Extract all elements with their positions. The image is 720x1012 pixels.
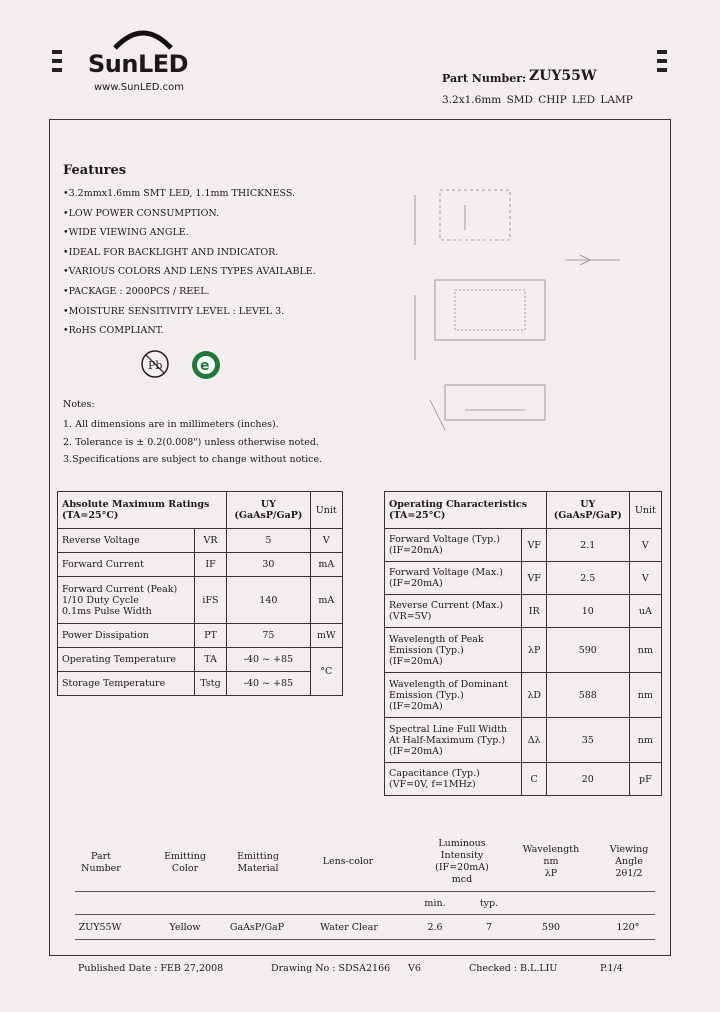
- symbol-cell: IF: [194, 553, 226, 577]
- sel-rule-1: [75, 891, 655, 892]
- feature-item: •VARIOUS COLORS AND LENS TYPES AVAILABLE.: [63, 266, 316, 278]
- note-item: 1. All dimensions are in millimeters (inches).: [63, 419, 279, 430]
- pb-free-icon: [139, 348, 171, 380]
- param-cell: Wavelength of Dominant Emission (Typ.) (IF=20mA): [385, 673, 522, 718]
- table-row: [385, 628, 662, 673]
- value-cell: 2.1: [546, 529, 629, 562]
- unit-cell: V: [629, 529, 661, 562]
- symbol-cell: TA: [194, 648, 226, 672]
- value-cell: 35: [546, 718, 629, 763]
- feature-item: •RoHS COMPLIANT.: [63, 325, 164, 337]
- table-row: [385, 562, 662, 595]
- features-list: [63, 184, 316, 341]
- param-cell: Operating Temperature: [58, 648, 195, 672]
- feature-item: •IDEAL FOR BACKLIGHT AND INDICATOR.: [63, 246, 279, 258]
- sel-h-viewing: Viewing Angle 2θ1/2: [609, 844, 649, 879]
- published-date: Published Date : FEB 27,2008: [78, 963, 224, 974]
- value-cell: 75: [227, 624, 310, 648]
- sel-part: ZUY55W: [78, 922, 122, 933]
- rohs-e-icon: [188, 348, 224, 382]
- symbol-cell: Δλ: [522, 718, 546, 763]
- table-row: [385, 595, 662, 628]
- features-title: Features: [63, 163, 127, 178]
- sel-min: min.: [424, 898, 446, 909]
- note-item: 2. Tolerance is ± 0.2(0.008") unless otherwise noted.: [63, 436, 319, 448]
- table-row: [385, 529, 662, 562]
- table-row: [58, 672, 343, 696]
- unit-cell: mW: [310, 624, 342, 648]
- sel-wave-val: 590: [541, 922, 561, 933]
- value-cell: -40 ~ +85: [227, 672, 310, 696]
- checked-by: Checked : B.L.LIU: [469, 963, 558, 974]
- sel-h-lens: Lens-color: [322, 856, 374, 867]
- part-description: 3.2x1.6mm SMD CHIP LED LAMP: [442, 94, 633, 106]
- left-bars: [52, 50, 62, 77]
- unit-cell: mA: [310, 553, 342, 577]
- symbol-cell: VR: [194, 529, 226, 553]
- param-cell: Wavelength of Peak Emission (Typ.) (IF=20mA): [385, 628, 522, 673]
- sel-typ-val: 7: [485, 922, 493, 933]
- unit-cell: °C: [310, 648, 342, 696]
- param-cell: Power Dissipation: [58, 624, 195, 648]
- unit-cell: nm: [629, 628, 661, 673]
- feature-item: •3.2mmx1.6mm SMT LED, 1.1mm THICKNESS.: [63, 188, 296, 199]
- page-number: P.1/4: [600, 963, 623, 974]
- unit-cell: V: [310, 529, 342, 553]
- param-cell: Forward Voltage (Typ.) (IF=20mA): [385, 529, 522, 562]
- param-cell: Reverse Current (Max.) (VR=5V): [385, 595, 522, 628]
- table-row: [58, 624, 343, 648]
- symbol-cell: Tstg: [194, 672, 226, 696]
- unit-cell: mA: [310, 577, 342, 624]
- symbol-cell: C: [522, 763, 546, 796]
- unit-cell: nm: [629, 673, 661, 718]
- table-row: [385, 763, 662, 796]
- unit-cell: V: [629, 562, 661, 595]
- symbol-cell: IR: [522, 595, 546, 628]
- param-cell: Storage Temperature: [58, 672, 195, 696]
- sel-typ: typ.: [479, 898, 499, 909]
- abs-header-title: Absolute Maximum Ratings (TA=25°C): [58, 492, 227, 529]
- website-url[interactable]: www.SunLED.com: [94, 82, 184, 93]
- table-row: [385, 718, 662, 763]
- symbol-cell: λD: [522, 673, 546, 718]
- sel-material: GaAsP/GaP: [229, 922, 285, 933]
- param-cell: Forward Current (Peak) 1/10 Duty Cycle 0.1ms Pulse Width: [58, 577, 195, 624]
- table-row: [58, 648, 343, 672]
- sel-lens: Water Clear: [320, 922, 378, 933]
- value-cell: 2.5: [546, 562, 629, 595]
- symbol-cell: VF: [522, 529, 546, 562]
- notes-title: Notes:: [63, 399, 95, 410]
- feature-item: •WIDE VIEWING ANGLE.: [63, 227, 189, 239]
- drawing-number: Drawing No : SDSA2166: [271, 963, 391, 974]
- sel-rule-2: [75, 914, 655, 915]
- sel-h-part: Part Number: [81, 851, 121, 874]
- op-header-uy: UY (GaAsP/GaP): [546, 492, 629, 529]
- symbol-cell: iFS: [194, 577, 226, 624]
- param-cell: Reverse Voltage: [58, 529, 195, 553]
- value-cell: 20: [546, 763, 629, 796]
- note-item: 3.Specifications are subject to change without notice.: [63, 454, 323, 465]
- op-header-title: Operating Characteristics (TA=25°C): [385, 492, 547, 529]
- package-drawing: [405, 170, 635, 440]
- table-row: [58, 529, 343, 553]
- logo: SunLED: [88, 50, 189, 78]
- table-row: [385, 673, 662, 718]
- logo-arc: [112, 24, 174, 50]
- value-cell: 10: [546, 595, 629, 628]
- sel-h-wavelength: Wavelength nm λP: [522, 844, 580, 879]
- abs-header-unit: Unit: [310, 492, 342, 529]
- notes-list: [63, 416, 322, 469]
- sel-rule-3: [75, 939, 655, 940]
- value-cell: -40 ~ +85: [227, 648, 310, 672]
- param-cell: Capacitance (Typ.) (VF=0V, f=1MHz): [385, 763, 522, 796]
- symbol-cell: λP: [522, 628, 546, 673]
- feature-item: •PACKAGE : 2000PCS / REEL.: [63, 285, 210, 297]
- sel-min-val: 2.6: [427, 922, 443, 933]
- sel-h-material: Emitting Material: [237, 851, 279, 874]
- value-cell: 590: [546, 628, 629, 673]
- symbol-cell: PT: [194, 624, 226, 648]
- value-cell: 30: [227, 553, 310, 577]
- part-number: ZUY55W: [529, 68, 597, 84]
- symbol-cell: VF: [522, 562, 546, 595]
- right-bars: [657, 50, 667, 77]
- version: V6: [408, 963, 421, 974]
- param-cell: Forward Current: [58, 553, 195, 577]
- op-char-table: [384, 491, 662, 796]
- sel-color: Yellow: [169, 922, 201, 933]
- part-number-label: Part Number:: [442, 72, 527, 85]
- op-header-unit: Unit: [629, 492, 661, 529]
- table-row: [58, 577, 343, 624]
- feature-item: •MOISTURE SENSITIVITY LEVEL : LEVEL 3.: [63, 305, 285, 317]
- value-cell: 588: [546, 673, 629, 718]
- svg-text:Pb: Pb: [148, 359, 163, 372]
- sel-h-color: Emitting Color: [164, 851, 206, 874]
- abs-header-uy: UY (GaAsP/GaP): [227, 492, 310, 529]
- sel-view-val: 120°: [616, 922, 640, 933]
- sel-h-luminous: Luminous Intensity (IF=20mA) mcd: [435, 838, 489, 885]
- svg-text:e: e: [200, 358, 210, 374]
- param-cell: Spectral Line Full Width At Half-Maximum (Typ.) (IF=20mA): [385, 718, 522, 763]
- unit-cell: uA: [629, 595, 661, 628]
- feature-item: •LOW POWER CONSUMPTION.: [63, 207, 220, 219]
- param-cell: Forward Voltage (Max.) (IF=20mA): [385, 562, 522, 595]
- table-row: [58, 553, 343, 577]
- abs-max-table: [57, 491, 343, 696]
- unit-cell: nm: [629, 718, 661, 763]
- unit-cell: pF: [629, 763, 661, 796]
- value-cell: 140: [227, 577, 310, 624]
- value-cell: 5: [227, 529, 310, 553]
